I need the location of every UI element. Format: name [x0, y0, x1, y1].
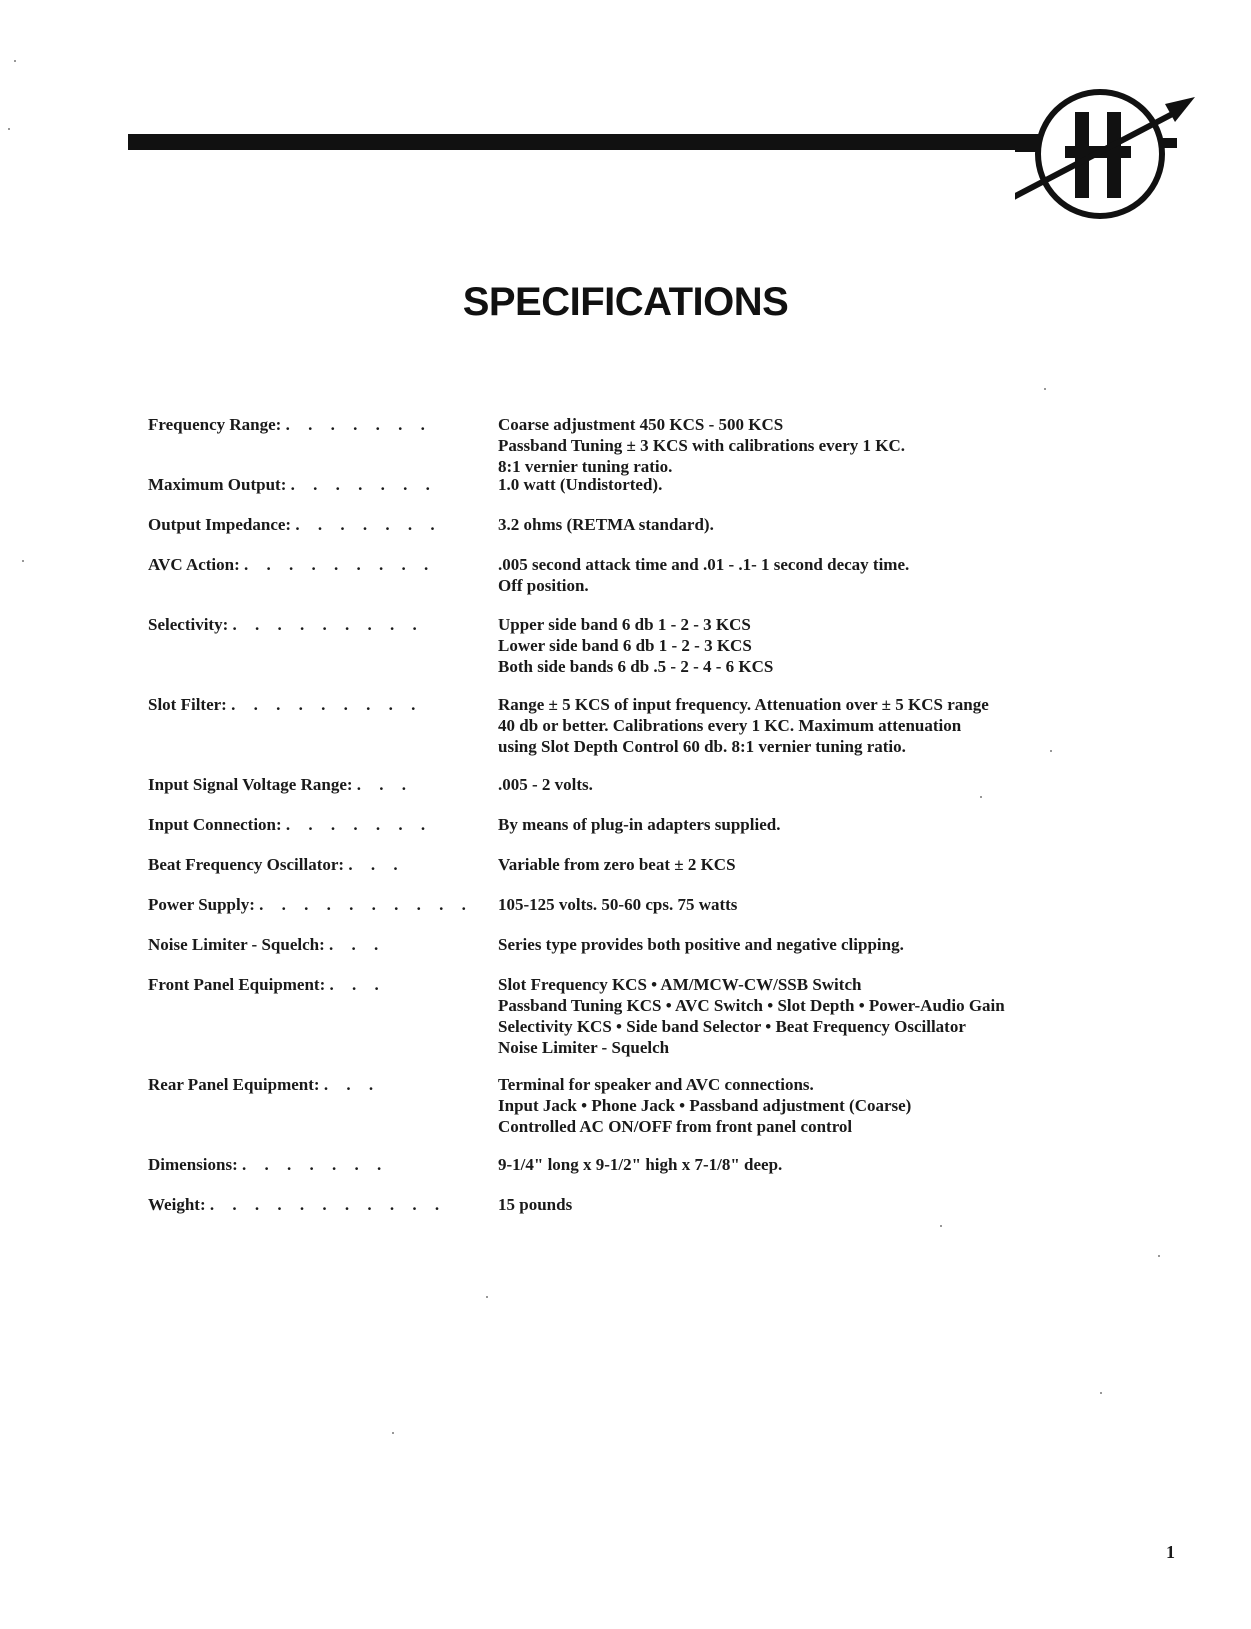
- spec-value-line: 40 db or better. Calibrations every 1 KC. Maximum attenuation: [498, 716, 962, 735]
- spec-value-line: Range ± 5 KCS of input frequency. Attenuation over ± 5 KCS range: [498, 695, 989, 714]
- spec-row: [148, 1154, 1168, 1194]
- spec-row: [148, 774, 1168, 814]
- dot-leader: . . . . . . . . . . .: [209, 1195, 447, 1214]
- spec-value: [498, 1074, 1168, 1137]
- spec-value-line: using Slot Depth Control 60 db. 8:1 vernier tuning ratio.: [498, 737, 906, 756]
- spec-label-text: AVC Action:: [148, 555, 240, 574]
- spec-value: [498, 854, 1168, 875]
- spec-value: [498, 474, 1168, 495]
- spec-value: [498, 614, 1168, 677]
- spec-value: [498, 974, 1168, 1058]
- spec-value-line: Terminal for speaker and AVC connections.: [498, 1075, 814, 1094]
- spec-label: [148, 1074, 498, 1095]
- spec-row: [148, 514, 1168, 554]
- spec-row: [148, 694, 1168, 774]
- spec-label: [148, 854, 498, 875]
- spec-value: [498, 514, 1168, 535]
- header-rule: [128, 134, 1043, 150]
- spec-value-line: Both side bands 6 db .5 - 2 - 4 - 6 KCS: [498, 657, 774, 676]
- dot-leader: . . .: [323, 1075, 381, 1094]
- spec-label-text: Input Signal Voltage Range:: [148, 775, 353, 794]
- spec-label: [148, 414, 498, 435]
- spec-label: [148, 774, 498, 795]
- spec-value: [498, 694, 1168, 757]
- spec-value-line: Input Jack • Phone Jack • Passband adjustment (Coarse): [498, 1096, 912, 1115]
- spec-value-line: 15 pounds: [498, 1195, 573, 1214]
- spec-value-line: Noise Limiter - Squelch: [498, 1038, 670, 1057]
- spec-value: [498, 774, 1168, 795]
- spec-value: [498, 554, 1168, 596]
- spec-label: [148, 694, 498, 715]
- spec-label-text: Beat Frequency Oscillator:: [148, 855, 345, 874]
- spec-value-line: Coarse adjustment 450 KCS - 500 KCS: [498, 415, 784, 434]
- spec-value-line: .005 - 2 volts.: [498, 775, 593, 794]
- spec-value-line: Variable from zero beat ± 2 KCS: [498, 855, 736, 874]
- spec-label-text: Slot Filter:: [148, 695, 227, 714]
- spec-value: [498, 894, 1168, 915]
- spec-value-line: Slot Frequency KCS • AM/MCW-CW/SSB Switch: [498, 975, 862, 994]
- dot-leader: . . . . . . .: [285, 415, 432, 434]
- spec-row: [148, 414, 1168, 474]
- spec-value: [498, 1154, 1168, 1175]
- spec-label-text: Input Connection:: [148, 815, 282, 834]
- spec-label-text: Selectivity:: [148, 615, 229, 634]
- spec-value-line: 1.0 watt (Undistorted).: [498, 475, 663, 494]
- spec-value-line: .005 second attack time and .01 - .1- 1 second decay time.: [498, 555, 910, 574]
- spec-label-text: Dimensions:: [148, 1155, 238, 1174]
- spec-value-line: 105-125 volts. 50-60 cps. 75 watts: [498, 895, 738, 914]
- spec-value-line: Lower side band 6 db 1 - 2 - 3 KCS: [498, 636, 752, 655]
- dot-leader: . . . . . . . . .: [232, 615, 424, 634]
- spec-value-line: Passband Tuning ± 3 KCS with calibrations every 1 KC.: [498, 436, 906, 455]
- spec-value-line: Upper side band 6 db 1 - 2 - 3 KCS: [498, 615, 751, 634]
- spec-row: [148, 934, 1168, 974]
- spec-label-text: Frequency Range:: [148, 415, 282, 434]
- spec-value-line: 8:1 vernier tuning ratio.: [498, 457, 673, 476]
- spec-label: [148, 934, 498, 955]
- spec-row: [148, 614, 1168, 694]
- spec-label-text: Maximum Output:: [148, 475, 287, 494]
- dot-leader: . . . . . . .: [285, 815, 433, 834]
- spec-value-line: Controlled AC ON/OFF from front panel control: [498, 1117, 853, 1136]
- spec-label-text: Noise Limiter - Squelch:: [148, 935, 325, 954]
- spec-label: [148, 1194, 498, 1215]
- dot-leader: . . . . . . . . .: [244, 555, 436, 574]
- dot-leader: . . . . . . .: [290, 475, 437, 494]
- spec-label: [148, 554, 498, 575]
- spec-label: [148, 1154, 498, 1175]
- spec-row: [148, 854, 1168, 894]
- spec-row: [148, 814, 1168, 854]
- spec-label: [148, 474, 498, 495]
- spec-value: [498, 414, 1168, 477]
- spec-label-text: Power Supply:: [148, 895, 255, 914]
- spec-value-line: Series type provides both positive and negative clipping.: [498, 935, 904, 954]
- spec-value-line: Selectivity KCS • Side band Selector • Beat Frequency Oscillator: [498, 1017, 966, 1036]
- dot-leader: . . .: [329, 975, 386, 994]
- spec-value: [498, 1194, 1168, 1215]
- spec-value-line: By means of plug-in adapters supplied.: [498, 815, 781, 834]
- spec-row: [148, 554, 1168, 614]
- spec-value-line: 3.2 ohms (RETMA standard).: [498, 515, 714, 534]
- spec-row: [148, 1074, 1168, 1154]
- page-title: SPECIFICATIONS: [462, 280, 789, 324]
- spec-label: [148, 894, 498, 915]
- dot-leader: . . .: [356, 775, 414, 794]
- spec-label-text: Rear Panel Equipment:: [148, 1075, 320, 1094]
- spec-label-text: Front Panel Equipment:: [148, 975, 326, 994]
- spec-label-text: Output Impedance:: [148, 515, 292, 534]
- spec-label: [148, 614, 498, 635]
- spec-value: [498, 814, 1168, 835]
- spec-value-line: Passband Tuning KCS • AVC Switch • Slot Depth • Power-Audio Gain: [498, 996, 1005, 1015]
- hallicrafters-logo-icon: [1015, 82, 1205, 232]
- spec-row: [148, 894, 1168, 934]
- dot-leader: . . . . . . . . .: [231, 695, 423, 714]
- dot-leader: . . . . . . . . . .: [259, 895, 473, 914]
- spec-row: [148, 974, 1168, 1074]
- dot-leader: . . .: [348, 855, 405, 874]
- dot-leader: . . . . . . .: [241, 1155, 389, 1174]
- spec-label: [148, 514, 498, 535]
- spec-value-line: Off position.: [498, 576, 589, 595]
- spec-value: [498, 934, 1168, 955]
- spec-row: [148, 1194, 1168, 1234]
- dot-leader: . . . . . . .: [295, 515, 442, 534]
- spec-value-line: 9-1/4" long x 9-1/2" high x 7-1/8" deep.: [498, 1155, 783, 1174]
- dot-leader: . . .: [329, 935, 386, 954]
- spec-label: [148, 974, 498, 995]
- spec-label: [148, 814, 498, 835]
- spec-label-text: Weight:: [148, 1195, 206, 1214]
- page-number: 1: [1166, 1542, 1175, 1562]
- spec-row: [148, 474, 1168, 514]
- specifications-list: [148, 414, 1168, 1234]
